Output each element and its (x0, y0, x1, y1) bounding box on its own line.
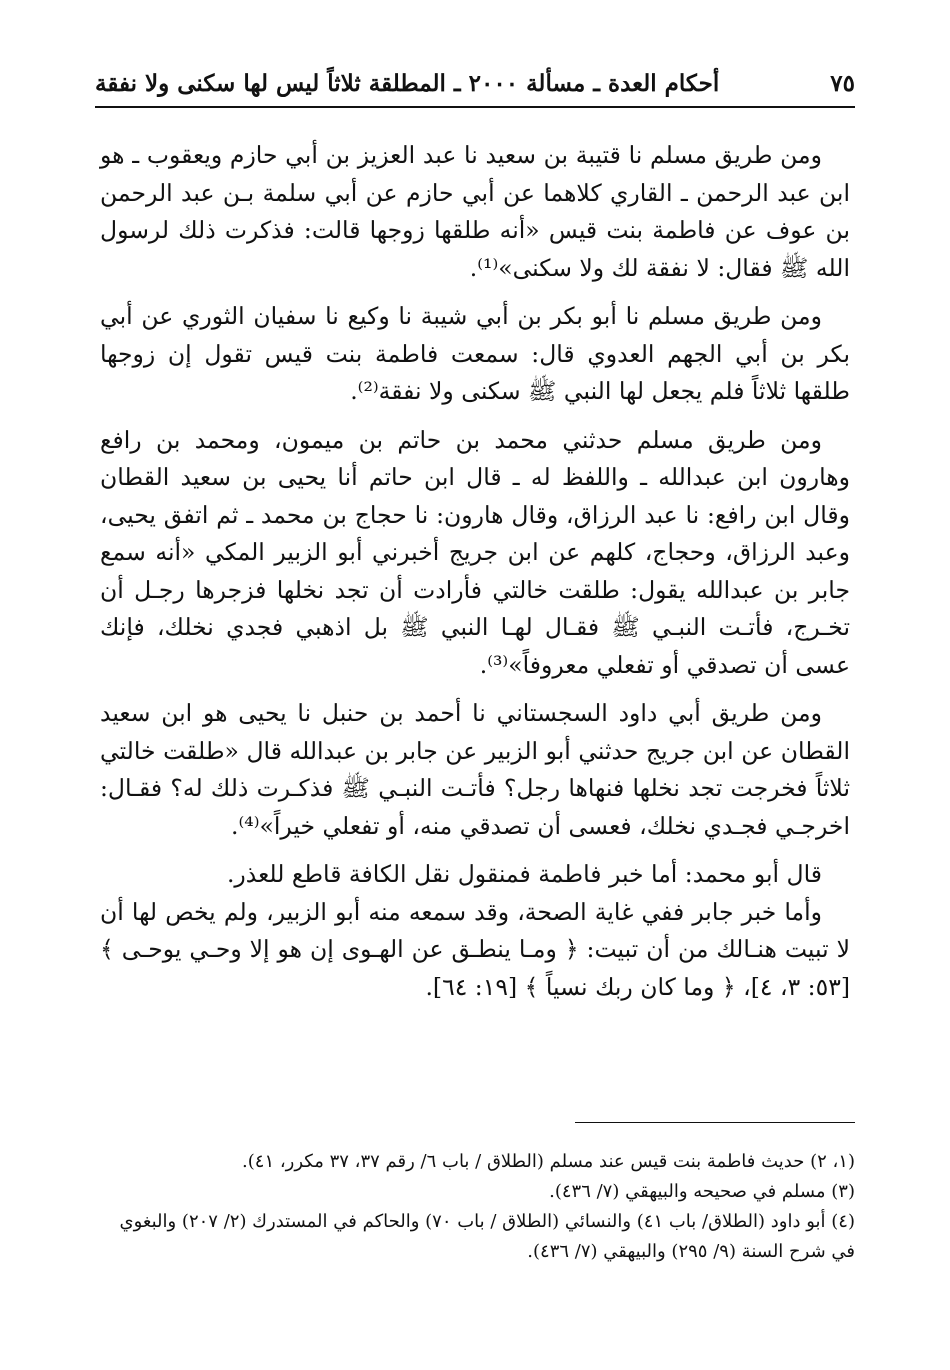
footnote-3: (٤) أبو داود (الطلاق/ باب ٤١) والنسائي (الطلاق / باب ٧٠) والحاكم في المستدرك (٢/ ٢٠٧) والبغوي في شرح السنة (٩/ ٢٩٥) والبيهقي (٧/ ٤٣٦). (119, 1211, 855, 1262)
paragraph-1: ومن طريق مسلم نا قتيبة بن سعيد نا عبد العزيز بن أبي حازم ويعقوب ـ هو ابن عبد الرحمن ـ القاري كلاهما عن أبي حازم عن أبي سلمة بـن عبد الرحمن بن عوف عن فاطمة بنت قيس «أنه طلقها زوجها قالت: فذكرت ذلك لرسول الله ﷺ فقال: لا نفقة لك ولا سكنى»⁽¹⁾. (100, 141, 850, 282)
footnote-2: (٣) مسلم في صحيحه والبيهقي (٧/ ٤٣٦). (549, 1181, 855, 1202)
paragraph-5: قال أبو محمد: أما خبر فاطمة فمنقول نقل الكافة قاطع للعذر. (226, 860, 822, 888)
paragraph-6: وأما خبر جابر ففي غاية الصحة، وقد سمعه منه أبو الزبير، ولم يخص لها أن لا تبيت هنـالك من أن تبيت: ﴿ ومـا ينطـق عن الهـوى إن هو إلا وحـي يوحـى ﴾ [٥٣: ٣، ٤]، ﴿ وما كان ربك نسياً ﴾ [١٩: ٦٤]. (100, 897, 850, 1001)
footnote-1: (١، ٢) حديث فاطمة بنت قيس عند مسلم (الطلاق / باب ٦/ رقم ٣٧، ٣٧ مكرر، ٤١). (242, 1151, 855, 1172)
footnotes (100, 1147, 855, 1267)
running-header (95, 60, 855, 108)
footnote-divider (575, 1122, 855, 1123)
main-text (100, 137, 850, 1017)
paragraph-3: ومن طريق مسلم حدثني محمد بن حاتم بن ميمون، ومحمد بن رافع وهارون ابن عبدالله ـ واللفظ له ـ قال ابن حاتم أنا يحيى بن سعيد القطان وقال ابن رافع: نا عبد الرزاق، وقال هارون: نا حجاج بن محمد ـ ثم اتفق يحيى، وعبد الرزاق، وحجاج، كلهم عن ابن جريج أخبرني أبو الزبير المكي «أنه سمع جابر بن عبدالله يقول: طلقت خالتي فأرادت أن تجد نخلها فزجرها رجـل أن تخـرج، فأتـت النبـي ﷺ فقـال لهـا النبي ﷺ بل اذهبي فجدي نخلك، فإنك عسى أن تصدقي أو تفعلي معروفاً»⁽³⁾. (100, 425, 850, 679)
page-number: ٧٥ (830, 69, 855, 97)
paragraph-2: ومن طريق مسلم نا أبو بكر بن أبي شيبة نا وكيع نا سفيان الثوري عن أبي بكر بن أبي الجهم العدوي قال: سمعت فاطمة بنت قيس تقول إن زوجها طلقها ثلاثاً فلم يجعل لها النبي ﷺ سكنى ولا نفقة⁽²⁾. (100, 302, 850, 405)
paragraph-4: ومن طريق أبي داود السجستاني نا أحمد بن حنبل نا يحيى هو ابن سعيد القطان عن ابن جريج حدثني أبو الزبير عن جابر بن عبدالله قال «طلقت خالتي ثلاثاً فخرجت تجد نخلها فنهاها رجل؟ فأتـت النبـي ﷺ فذكـرت ذلك له؟ فقـال: اخرجـي فجـدي نخلك، فعسى أن تصدقي منه، أو تفعلي خيراً»⁽⁴⁾. (100, 699, 850, 840)
header-title: أحكام العدة ـ مسألة ٢٠٠٠ ـ المطلقة ثلاثاً ليس لها سكنى ولا نفقة (95, 69, 720, 97)
